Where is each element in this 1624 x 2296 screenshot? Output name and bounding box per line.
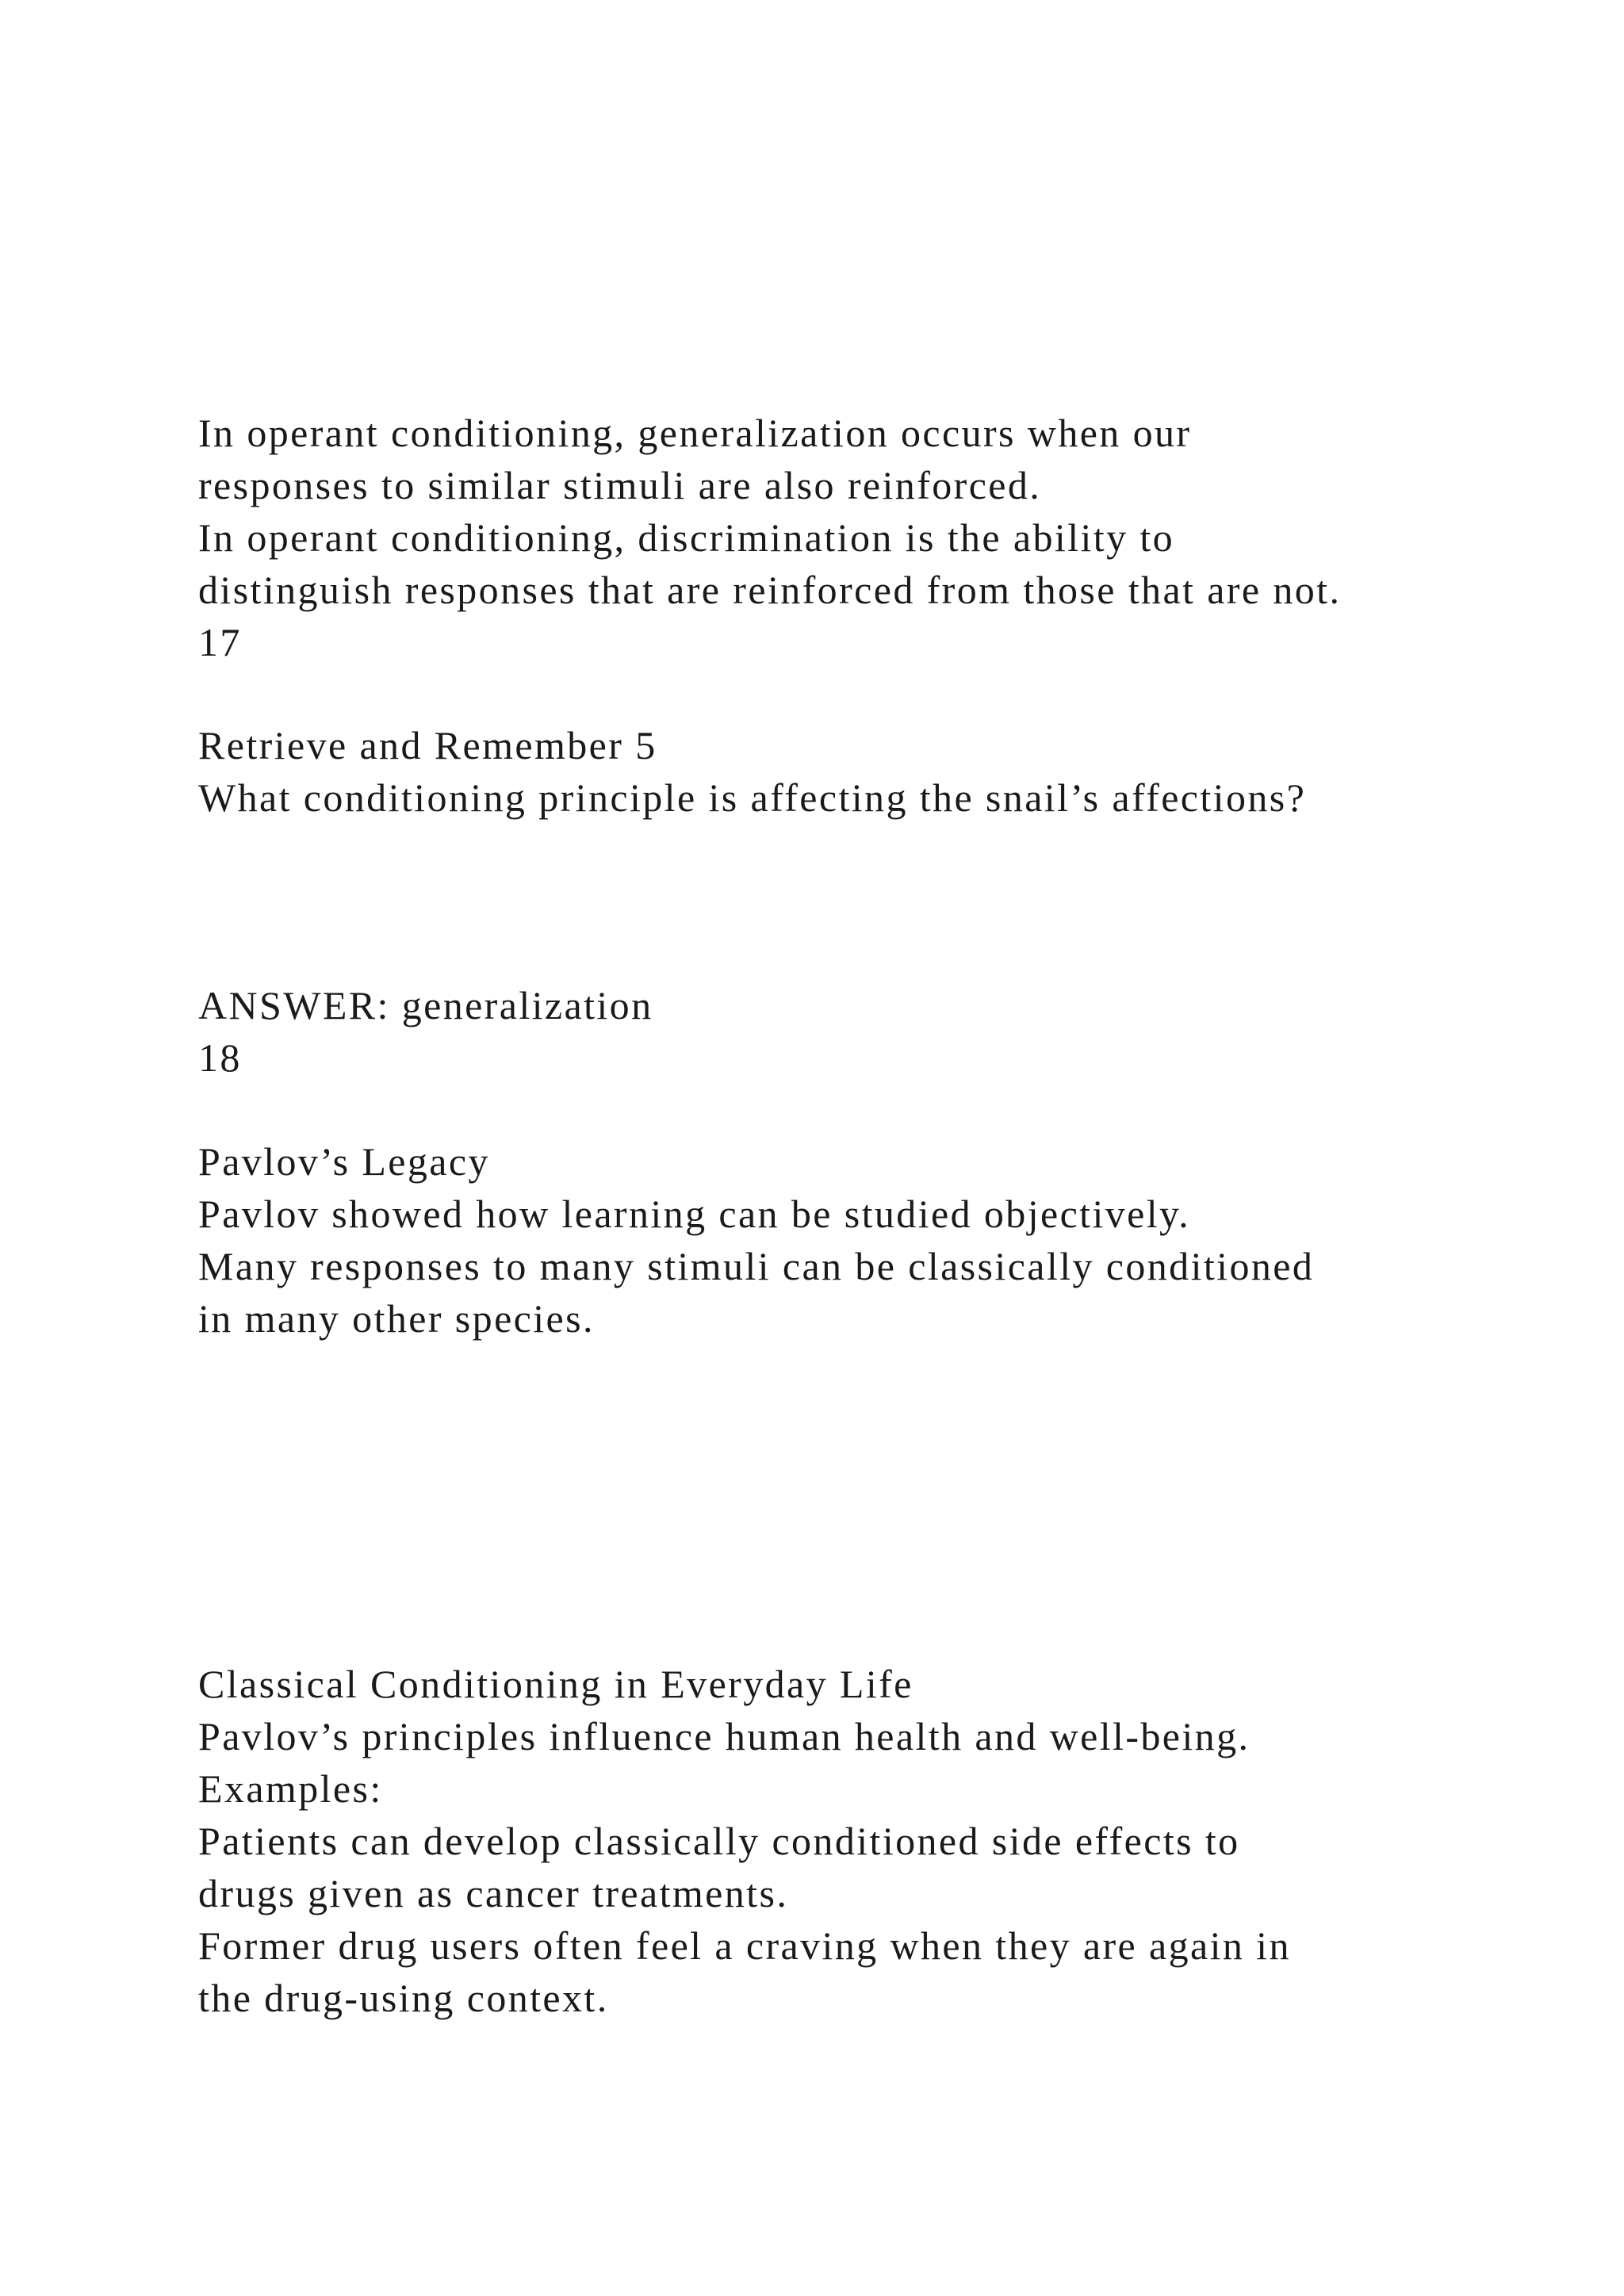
text-line: Pavlov showed how learning can be studied objectively. [198,1192,1191,1236]
text-line: Pavlov’s principles influence human health and well-being. [198,1714,1251,1758]
text-line: the drug-using context. [198,1976,609,2020]
text-line: Patients can develop classically conditioned side effects to [198,1819,1240,1863]
text-line: Former drug users often feel a craving when they are again in [198,1923,1291,1968]
text-line: Many responses to many stimuli can be classically conditioned [198,1244,1315,1288]
question-text: What conditioning principle is affecting the snail’s affections? [198,775,1307,820]
text-line: In operant conditioning, discrimination is the ability to [198,515,1175,560]
text-line: distinguish responses that are reinforced from those that are not. [198,568,1342,612]
slide-number: 17 [198,620,242,664]
text-line: drugs given as cancer treatments. [198,1871,789,1915]
section-heading: Retrieve and Remember 5 [198,723,657,767]
text-line: Examples: [198,1766,383,1811]
text-line: responses to similar stimuli are also reinforced. [198,463,1042,507]
text-line: in many other species. [198,1296,595,1341]
slide-number: 18 [198,1035,242,1080]
section-heading: Classical Conditioning in Everyday Life [198,1662,914,1706]
answer-text: ANSWER: generalization [198,983,653,1027]
section-heading: Pavlov’s Legacy [198,1139,490,1184]
text-line: In operant conditioning, generalization occurs when our [198,411,1192,455]
